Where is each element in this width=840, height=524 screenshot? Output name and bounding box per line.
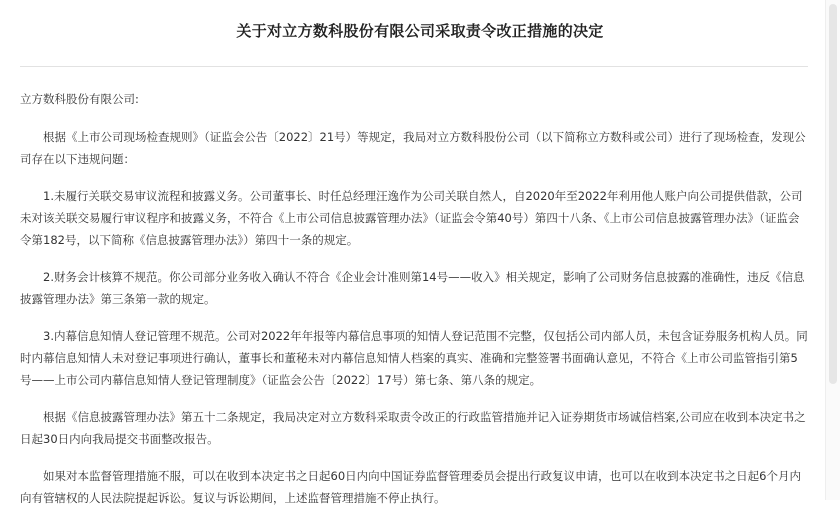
vertical-scrollbar[interactable] (825, 0, 840, 500)
paragraph-issue-3: 3.内幕信息知情人登记管理不规范。公司对2022年年报等内幕信息事项的知情人登记范围不完整，仅包括公司内部人员，未包含证券服务机构人员。同时内幕信息知情人未对登记事项进行确认，董事长和董秘未对内幕信息知情人档案的真实、准确和完整签署书面确认意见，不符合《上市公司监管指引第5号——上市公司内幕信息知情人登记管理制度》（证监会公告〔2022〕17号）第七条、第八条的规定。 (20, 329, 808, 387)
paragraph-issue-1: 1.未履行关联交易审议流程和披露义务。公司董事长、时任总经理汪逸作为公司关联自然人，自2020年至2022年利用他人账户向公司提供借款，公司未对该关联交易履行审议程序和披露义务，不符合《上市公司信息披露管理办法》（证监会令第40号）第四十八条、《上市公司信息披露管理办法》（证监会令第182号，以下简称《信息披露管理办法》）第四十一条的规定。 (20, 189, 803, 247)
paragraph-appeal: 如果对本监督管理措施不服，可以在收到本决定书之日起60日内向中国证券监督管理委员会提出行政复议申请，也可以在收到本决定书之日起6个月内向有管辖权的人民法院提起诉讼。复议与诉讼期间，上述监督管理措施不停止执行。 (20, 469, 801, 505)
title-divider (20, 66, 808, 67)
document-title: 关于对立方数科股份有限公司采取责令改正措施的决定 (236, 22, 604, 40)
paragraph-issue-2: 2.财务会计核算不规范。你公司部分业务收入确认不符合《企业会计准则第14号——收入》相关规定，影响了公司财务信息披露的准确性，违反《信息披露管理办法》第三条第一款的规定。 (20, 270, 805, 306)
paragraph-intro: 根据《上市公司现场检查规则》（证监会公告〔2022〕21号）等规定，我局对立方数科股份公司（以下简称立方数科或公司）进行了现场检查，发现公司存在以下违规问题： (20, 130, 806, 166)
document-body (20, 88, 808, 524)
scrollbar-thumb[interactable] (829, 4, 837, 384)
paragraph-decision: 根据《信息披露管理办法》第五十二条规定，我局决定对立方数科采取责令改正的行政监管措施并记入证券期货市场诚信档案,公司应在收到本决定书之日起30日内向我局提交书面整改报告。 (20, 410, 806, 446)
salutation: 立方数科股份有限公司: (20, 92, 139, 106)
